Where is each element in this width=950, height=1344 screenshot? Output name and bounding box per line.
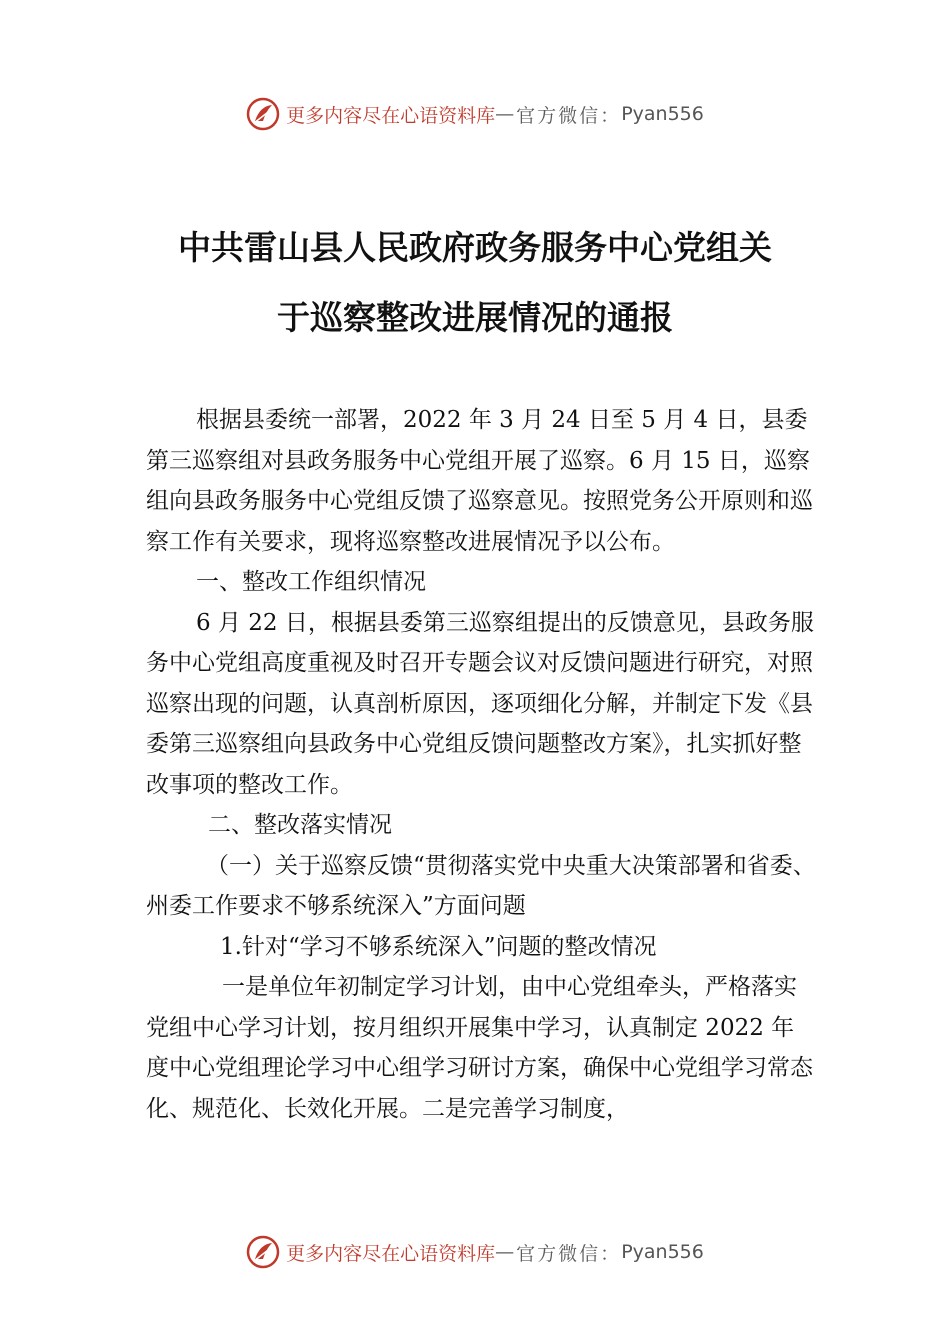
heading-subsection-1: （一）关于巡察反馈“贯彻落实党中央重大决策部署和省委、州委工作要求不够系统深入”方面问题 <box>146 852 816 919</box>
heading-section-2: 二、整改落实情况 <box>208 812 392 838</box>
brand-logo-icon <box>246 1235 280 1269</box>
heading-section-1: 一、整改工作组织情况 <box>196 569 426 595</box>
brand-logo-icon <box>246 97 280 131</box>
heading-item-1: 1.针对“学习不够系统深入”问题的整改情况 <box>220 933 657 960</box>
paragraph-item-1: 一是单位年初制定学习计划，由中心党组牵头，严格落实党组中心学习计划，按月组织开展集中学习，认真制定 2022 年度中心党组理论学习中心组学习研讨方案，确保中心党组学习常态化、规范化、长效化开展。二是完善学习制度， <box>146 974 813 1122</box>
paragraph-intro: 根据县委统一部署，2022 年 3 月 24 日至 5 月 4 日，县委第三巡察组对县政务服务中心党组开展了巡察。6 月 15 日，巡察组向县政务服务中心党组反馈了巡察意见。按照党务公开原则和巡察工作有关要求，现将巡察整改进展情况予以公布。 <box>146 407 813 555</box>
watermark-separator: — <box>495 1241 517 1263</box>
document-body <box>146 400 816 1129</box>
watermark-separator: — <box>495 103 517 125</box>
watermark-footer <box>0 1230 950 1274</box>
paragraph-section-1: 6 月 22 日，根据县委第三巡察组提出的反馈意见，县政务服务中心党组高度重视及时召开专题会议对反馈问题进行研究，对照巡察出现的问题，认真剖析原因，逐项细化分解，并制定下发《县委第三巡察组向县政务中心党组反馈问题整改方案》，扎实抓好整改事项的整改工作。 <box>146 609 814 798</box>
watermark-label: 官方微信： <box>516 104 622 127</box>
watermark-brand: 更多内容尽在心语资料库 <box>286 104 496 127</box>
document-title-line-2: 于巡察整改进展情况的通报 <box>277 298 673 337</box>
document-title-line-1: 中共雷山县人民政府政务服务中心党组关 <box>178 228 772 267</box>
watermark-brand: 更多内容尽在心语资料库 <box>286 1242 496 1265</box>
watermark-wechat: Pyan556 <box>621 103 704 125</box>
watermark-wechat: Pyan556 <box>621 1241 704 1263</box>
watermark-header <box>0 92 950 136</box>
watermark-label: 官方微信： <box>516 1242 622 1265</box>
